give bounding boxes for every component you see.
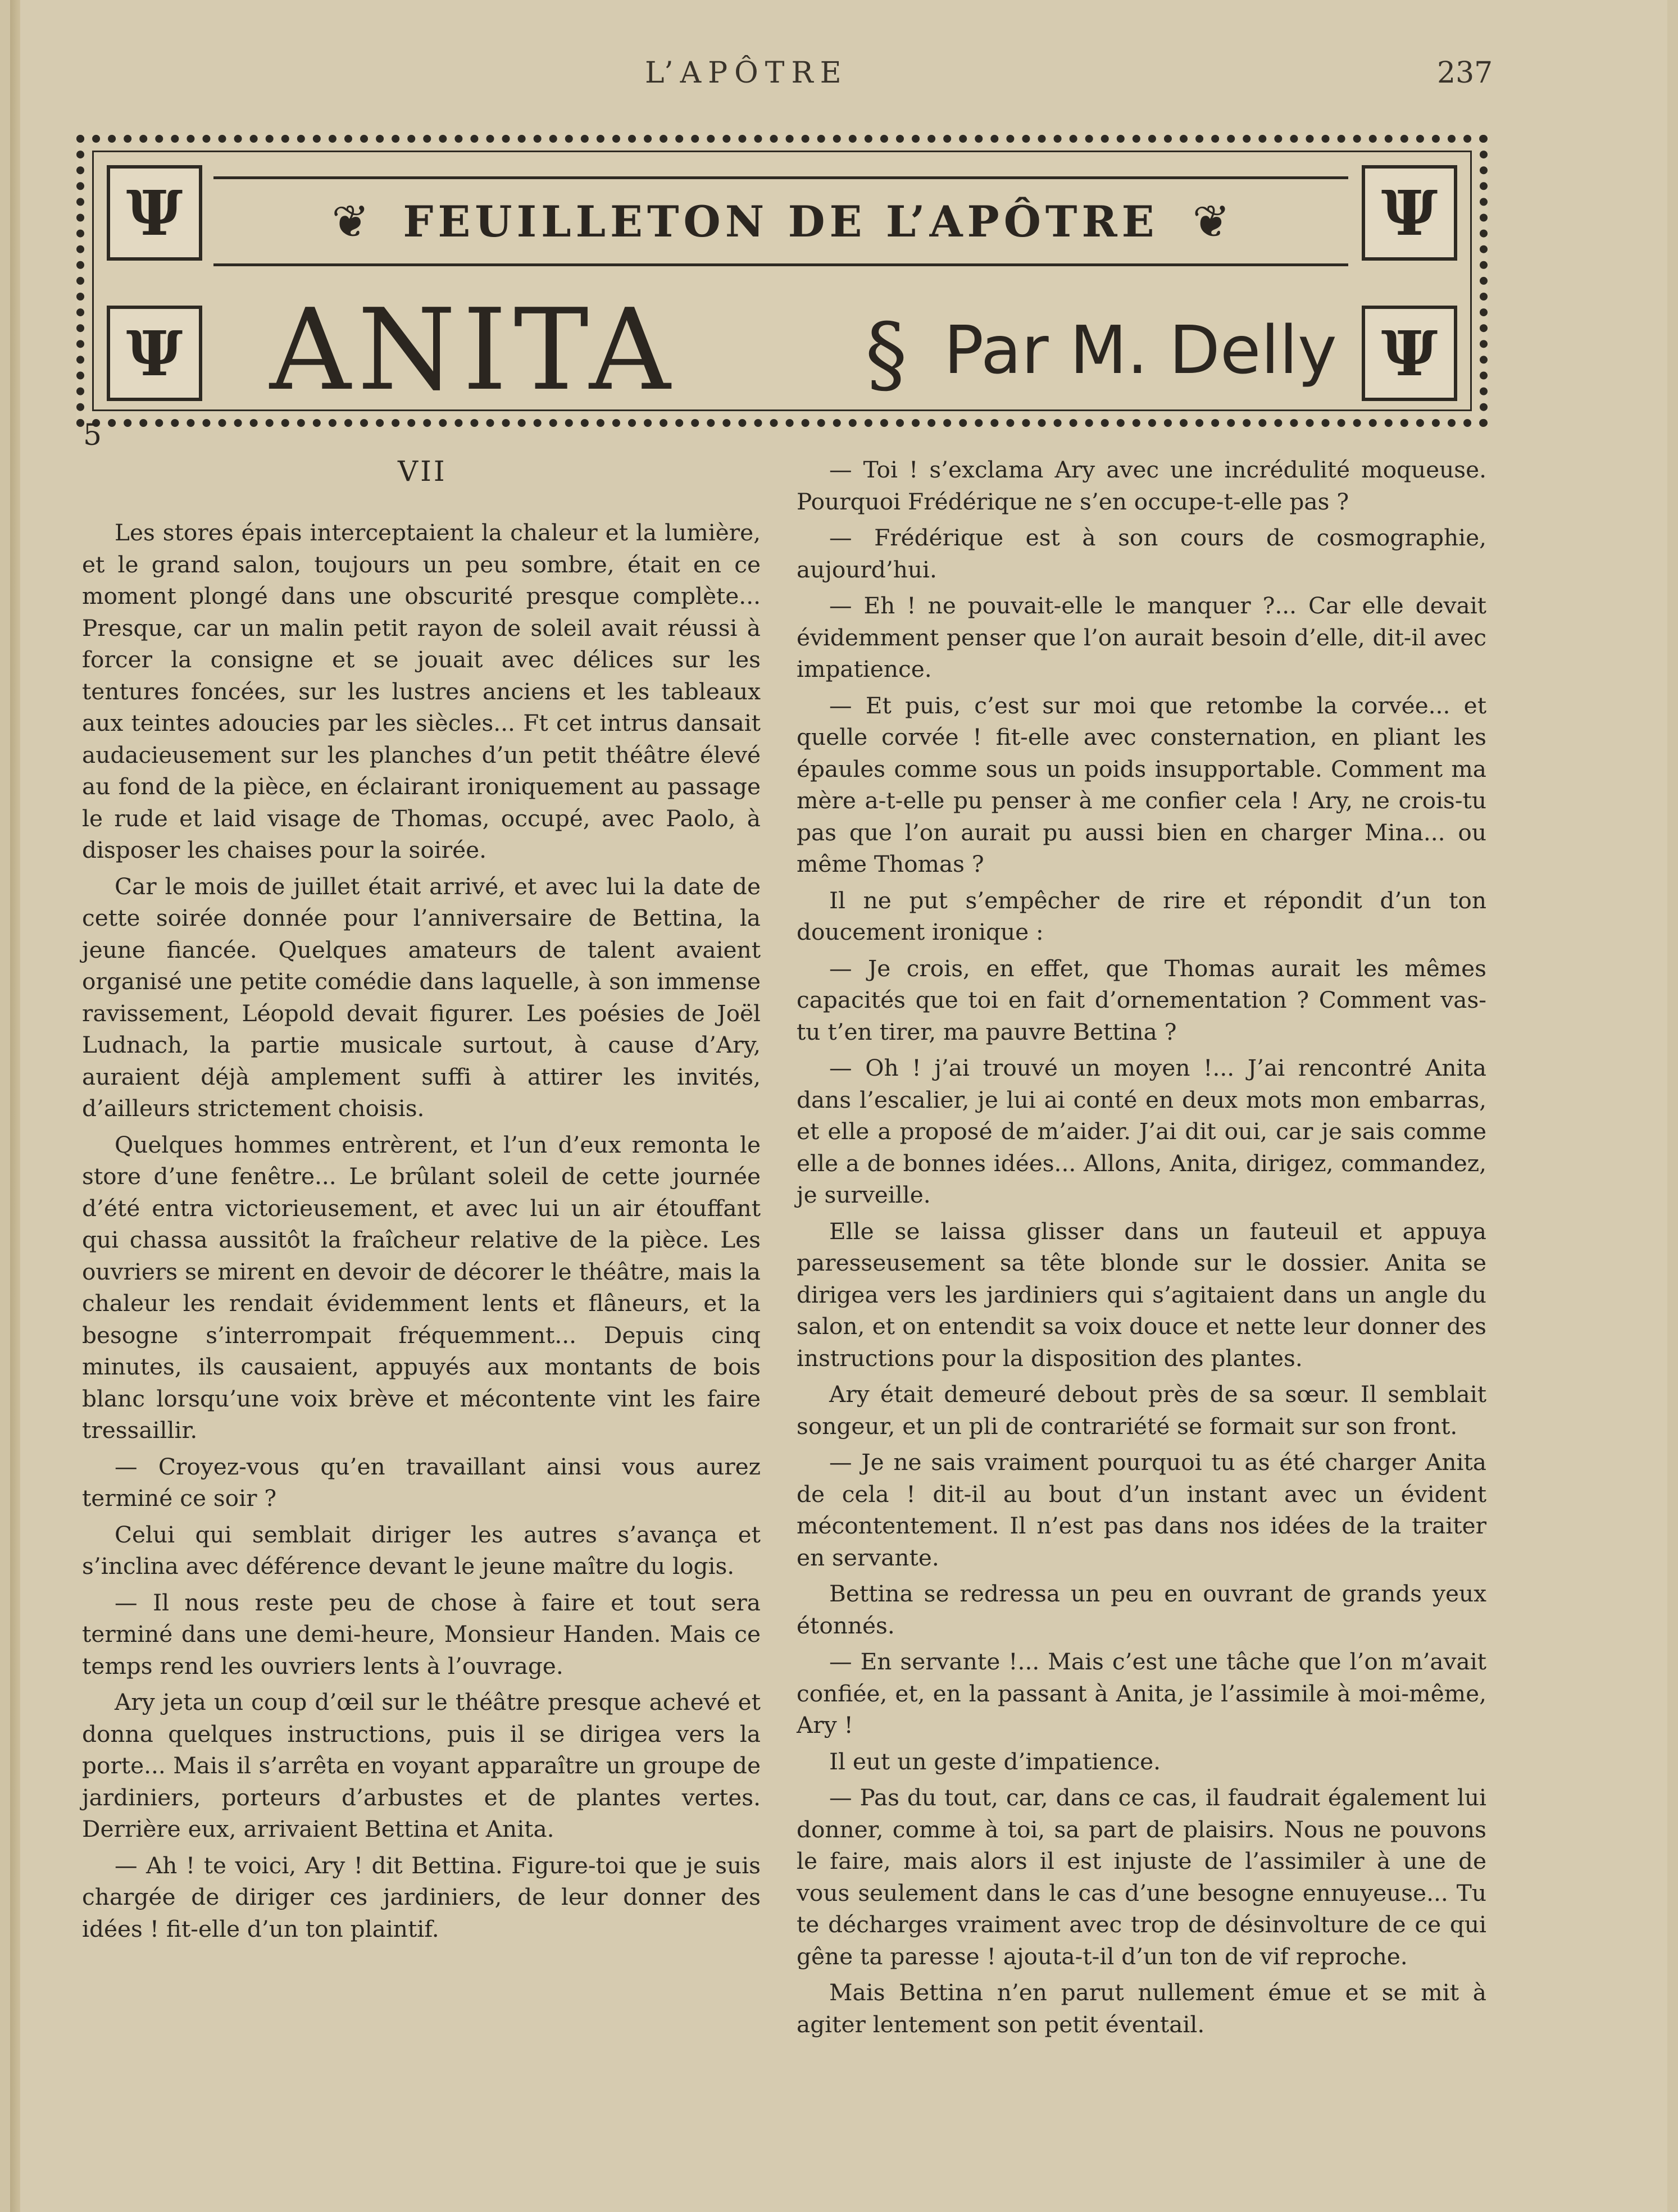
paragraph: — Toi ! s’exclama Ary avec une incrédulité moqueuse. Pourquoi Frédérique ne s’en occupe-t-elle pas ? bbox=[797, 456, 1486, 515]
story-title: ANITA bbox=[270, 285, 677, 416]
paragraph: Car le mois de juillet était arrivé, et avec lui la date de cette soirée donnée pour l’anniversaire de Bettina, la jeune fiancée. Quelques amateurs de talent avaient organisé une petite comédie dans laquelle, à son immense ravissement, Léopold devait figurer. Les poésies de Joël Ludnach, la partie musicale surtout, à cause d’Ary, auraient déjà amplement suffi à attirer les invités, d’ailleurs strictement choisis. bbox=[82, 872, 761, 1122]
paragraph: — Et puis, c’est sur moi que retombe la corvée... et quelle corvée ! fit-elle avec consternation, en pliant les épaules comme sous un poids insupportable. Comment ma mère a-t-elle pu penser à me confier cela ! Ary, ne crois-tu pas que l’on aurait pu aussi bien en charger Mina... ou même Thomas ? bbox=[797, 691, 1486, 877]
paragraph: Ary jeta un coup d’œil sur le théâtre presque achevé et donna quelques instructions, puis il se dirigea vers la porte... Mais il s’arrêta en voyant apparaître un groupe de jardiniers, porteurs d’arbustes et de plantes vertes. Derrière eux, arrivaient Bettina et Anita. bbox=[82, 1688, 761, 1842]
lyre-ornament-icon: Ψ bbox=[107, 306, 202, 401]
paragraph: Il eut un geste d’impatience. bbox=[829, 1747, 1161, 1775]
paragraph: — En servante !... Mais c’est une tâche que l’on m’avait confiée, et, en la passant à Anita, je l’assimile à moi-même, Ary ! bbox=[797, 1648, 1486, 1738]
paragraph: — Frédérique est à son cours de cosmographie, aujourd’hui. bbox=[797, 524, 1486, 583]
feuilleton-title: FEUILLETON DE L’APÔTRE bbox=[403, 196, 1159, 247]
binding-gutter bbox=[10, 0, 20, 2212]
lyre-ornament-icon: Ψ bbox=[107, 165, 202, 261]
feuilleton-bar bbox=[213, 176, 1348, 266]
paragraph: — Pas du tout, car, dans ce cas, il faudrait également lui donner, comme à toi, sa part de plaisirs. Nous ne pouvons le faire, mais alors il est injuste de l’assimiler à une de vous seulement dans le cas d’une besogne ennuyeuse... Tu te décharges vraiment avec trop de désinvolture de ce qui gêne ta paresse ! ajouta-t-il d’un ton de vif reproche. bbox=[797, 1784, 1486, 1970]
episode-number: 5 bbox=[83, 418, 102, 452]
paragraph: — Je crois, en effet, que Thomas aurait les mêmes capacités que toi en fait d’ornementation ? Comment vas-tu t’en tirer, ma pauvre Bettina ? bbox=[797, 954, 1486, 1045]
paragraph: Il ne put s’empêcher de rire et répondit d’un ton doucement ironique : bbox=[797, 886, 1486, 945]
paragraph: Quelques hommes entrèrent, et l’un d’eux remonta le store d’une fenêtre... Le brûlant soleil de cette journée d’été entra victorieusement, et avec lui un air étouffant qui chassa aussitôt la fraîcheur relative de la pièce. Les ouvriers se mirent en devoir de décorer le théâtre, mais la chaleur les rendait évidemment lents et flâneurs, et la besogne s’interrompait fréquemment... Depuis cinq minutes, ils causaient, appuyés aux montants de bois blanc lorsqu’une voix brève et mécontente vint les faire tressaillir. bbox=[82, 1131, 761, 1444]
lyre-ornament-icon: Ψ bbox=[1362, 165, 1457, 261]
paragraph: Celui qui semblait diriger les autres s’avança et s’inclina avec déférence devant le jeune maître du logis. bbox=[82, 1521, 761, 1580]
right-column bbox=[797, 454, 1486, 2045]
fleuron-icon: ❦ bbox=[1192, 195, 1230, 248]
byline: Par M. Delly bbox=[944, 311, 1337, 389]
paragraph: — Croyez-vous qu’en travaillant ainsi vous aurez terminé ce soir ? bbox=[82, 1453, 761, 1512]
fleuron-icon: ❦ bbox=[331, 195, 370, 248]
paragraph: — Je ne sais vraiment pourquoi tu as été charger Anita de cela ! dit-il au bout d’un instant avec un évident mécontentement. Il n’est pas dans nos idées de la traiter en servante. bbox=[797, 1449, 1486, 1571]
chapter-heading: VII bbox=[398, 455, 447, 488]
paragraph: Elle se laissa glisser dans un fauteuil et appuya paresseusement sa tête blonde sur le dossier. Anita se dirigea vers les jardiniers qui s’agitaient dans un angle du salon, et on entendit sa voix douce et nette leur donner des instructions pour la disposition des plantes. bbox=[797, 1217, 1486, 1372]
paragraph: Bettina se redressa un peu en ouvrant de grands yeux étonnés. bbox=[797, 1580, 1486, 1639]
left-column bbox=[82, 517, 761, 1949]
paragraph: Mais Bettina n’en parut nullement émue et se mit à agiter lentement son petit éventail. bbox=[797, 1979, 1486, 2038]
paragraph: Les stores épais interceptaient la chaleur et la lumière, et le grand salon, toujours un peu sombre, était en ce moment plongé dans une obscurité presque complète... Presque, car un malin petit rayon de soleil avait réussi à forcer la consigne et se jouait avec délices sur les tentures foncées, sur les lustres anciens et les tableaux aux teintes adoucies par les siècles... Ft cet intrus dansait audacieusement sur les planches d’un petit théâtre élevé au fond de la pièce, en éclairant ironiquement au passage le rude et laid visage de Thomas, occupé, avec Paolo, à disposer les chaises pour la soirée. bbox=[82, 519, 761, 863]
paragraph: — Ah ! te voici, Ary ! dit Bettina. Figure-toi que je suis chargée de diriger ces jardiniers, de leur donner des idées ! fit-elle d’un ton plaintif. bbox=[82, 1851, 761, 1942]
paragraph: — Eh ! ne pouvait-elle le manquer ?... Car elle devait évidemment penser que l’on aurait besoin d’elle, dit-il avec impatience. bbox=[797, 592, 1486, 682]
running-head: L’APÔTRE bbox=[645, 56, 848, 90]
feuilleton-banner bbox=[76, 135, 1488, 427]
lyre-ornament-icon: Ψ bbox=[1362, 306, 1457, 401]
page-number: 237 bbox=[1437, 56, 1493, 90]
scroll-ornament-icon: § bbox=[865, 306, 907, 403]
page bbox=[10, 0, 1667, 2212]
paragraph: — Il nous reste peu de chose à faire et tout sera terminé dans une demi-heure, Monsieur Handen. Mais ce temps rend les ouvriers lents à l’ouvrage. bbox=[82, 1589, 761, 1680]
paragraph: Ary était demeuré debout près de sa sœur. Il semblait songeur, et un pli de contrariété se formait sur son front. bbox=[797, 1381, 1486, 1440]
paragraph: — Oh ! j’ai trouvé un moyen !... J’ai rencontré Anita dans l’escalier, je lui ai conté en deux mots mon embarras, et elle a proposé de m’aider. J’ai dit oui, car je sais comme elle a de bonnes idées... Allons, Anita, dirigez, commandez, je surveille. bbox=[797, 1054, 1486, 1208]
